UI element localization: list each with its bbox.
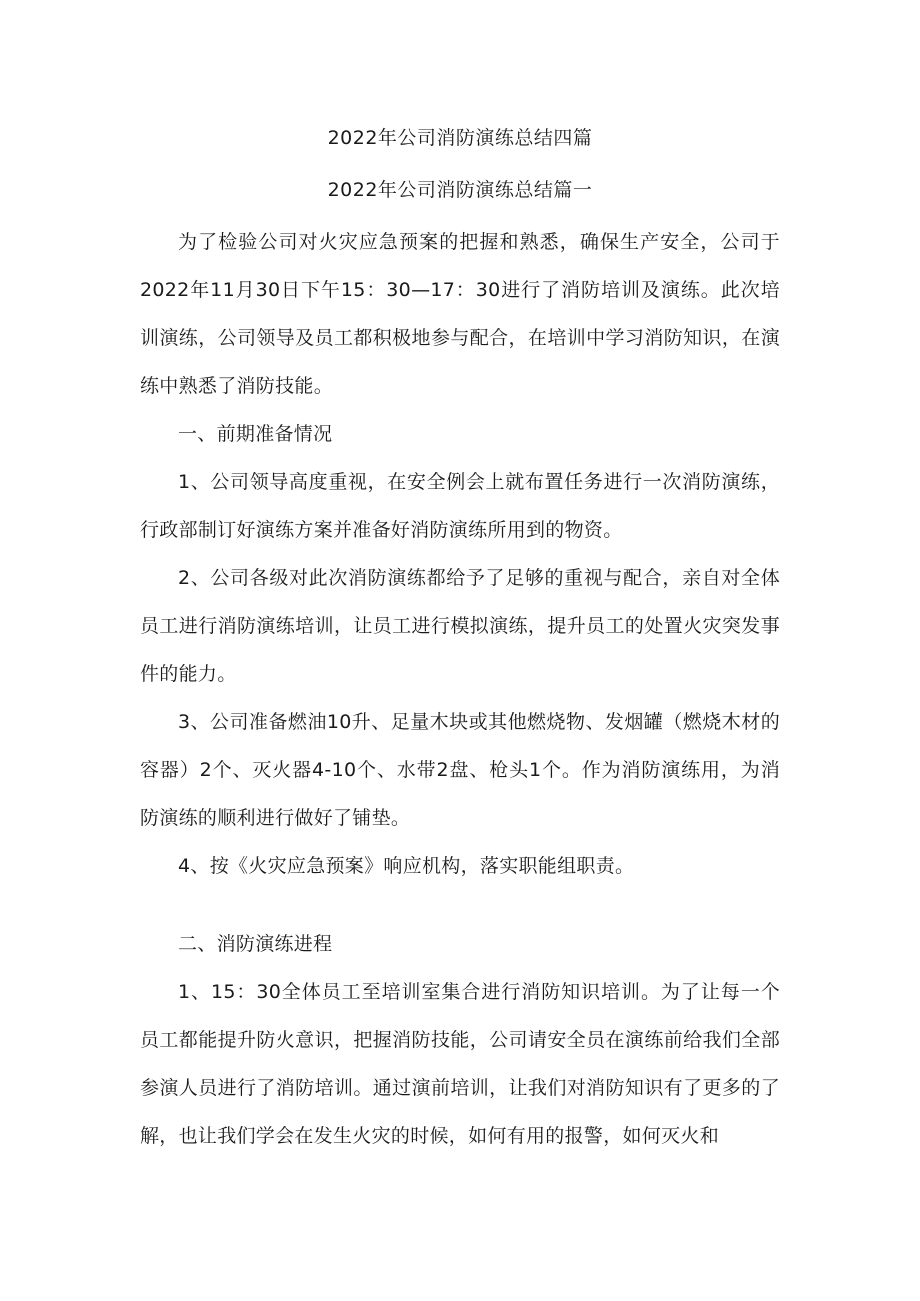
- paragraph-intro: 为了检验公司对火灾应急预案的把握和熟悉，确保生产安全，公司于2022年11月30日下午15：30—17：30进行了消防培训及演练。此次培训演练，公司领导及员工都积极地参与配合，在培训中学习消防知识，在演练中熟悉了消防技能。: [140, 231, 780, 397]
- heading-drill-process: 二、消防演练进程: [178, 933, 333, 955]
- paragraph-prep-3: 3、公司准备燃油10升、足量木块或其他燃烧物、发烟罐（燃烧木材的容器）2个、灭火器4-10个、水带2盘、枪头1个。作为消防演练用，为消防演练的顺利进行做好了铺垫。: [140, 711, 780, 829]
- heading-preparation: 一、前期准备情况: [178, 423, 333, 445]
- paragraph-prep-1: 1、公司领导高度重视，在安全例会上就布置任务进行一次消防演练，行政部制订好演练方案并准备好消防演练所用到的物资。: [140, 471, 780, 541]
- section-title: 2022年公司消防演练总结篇一: [327, 179, 593, 201]
- paragraph-drill-1: 1、15：30全体员工至培训室集合进行消防知识培训。为了让每一个员工都能提升防火意识，把握消防技能，公司请安全员在演练前给我们全部参演人员进行了消防培训。通过演前培训，让我们对消防知识有了更多的了解，也让我们学会在发生火灾的时候，如何有用的报警，如何灭火和: [140, 981, 780, 1147]
- document-body: [140, 218, 780, 1160]
- paragraph-prep-4: 4、按《火灾应急预案》响应机构，落实职能组职责。: [178, 855, 635, 877]
- document-title: 2022年公司消防演练总结四篇: [327, 127, 593, 149]
- paragraph-prep-2: 2、公司各级对此次消防演练都给予了足够的重视与配合，亲自对全体员工进行消防演练培训，让员工进行模拟演练，提升员工的处置火灾突发事件的能力。: [140, 567, 780, 685]
